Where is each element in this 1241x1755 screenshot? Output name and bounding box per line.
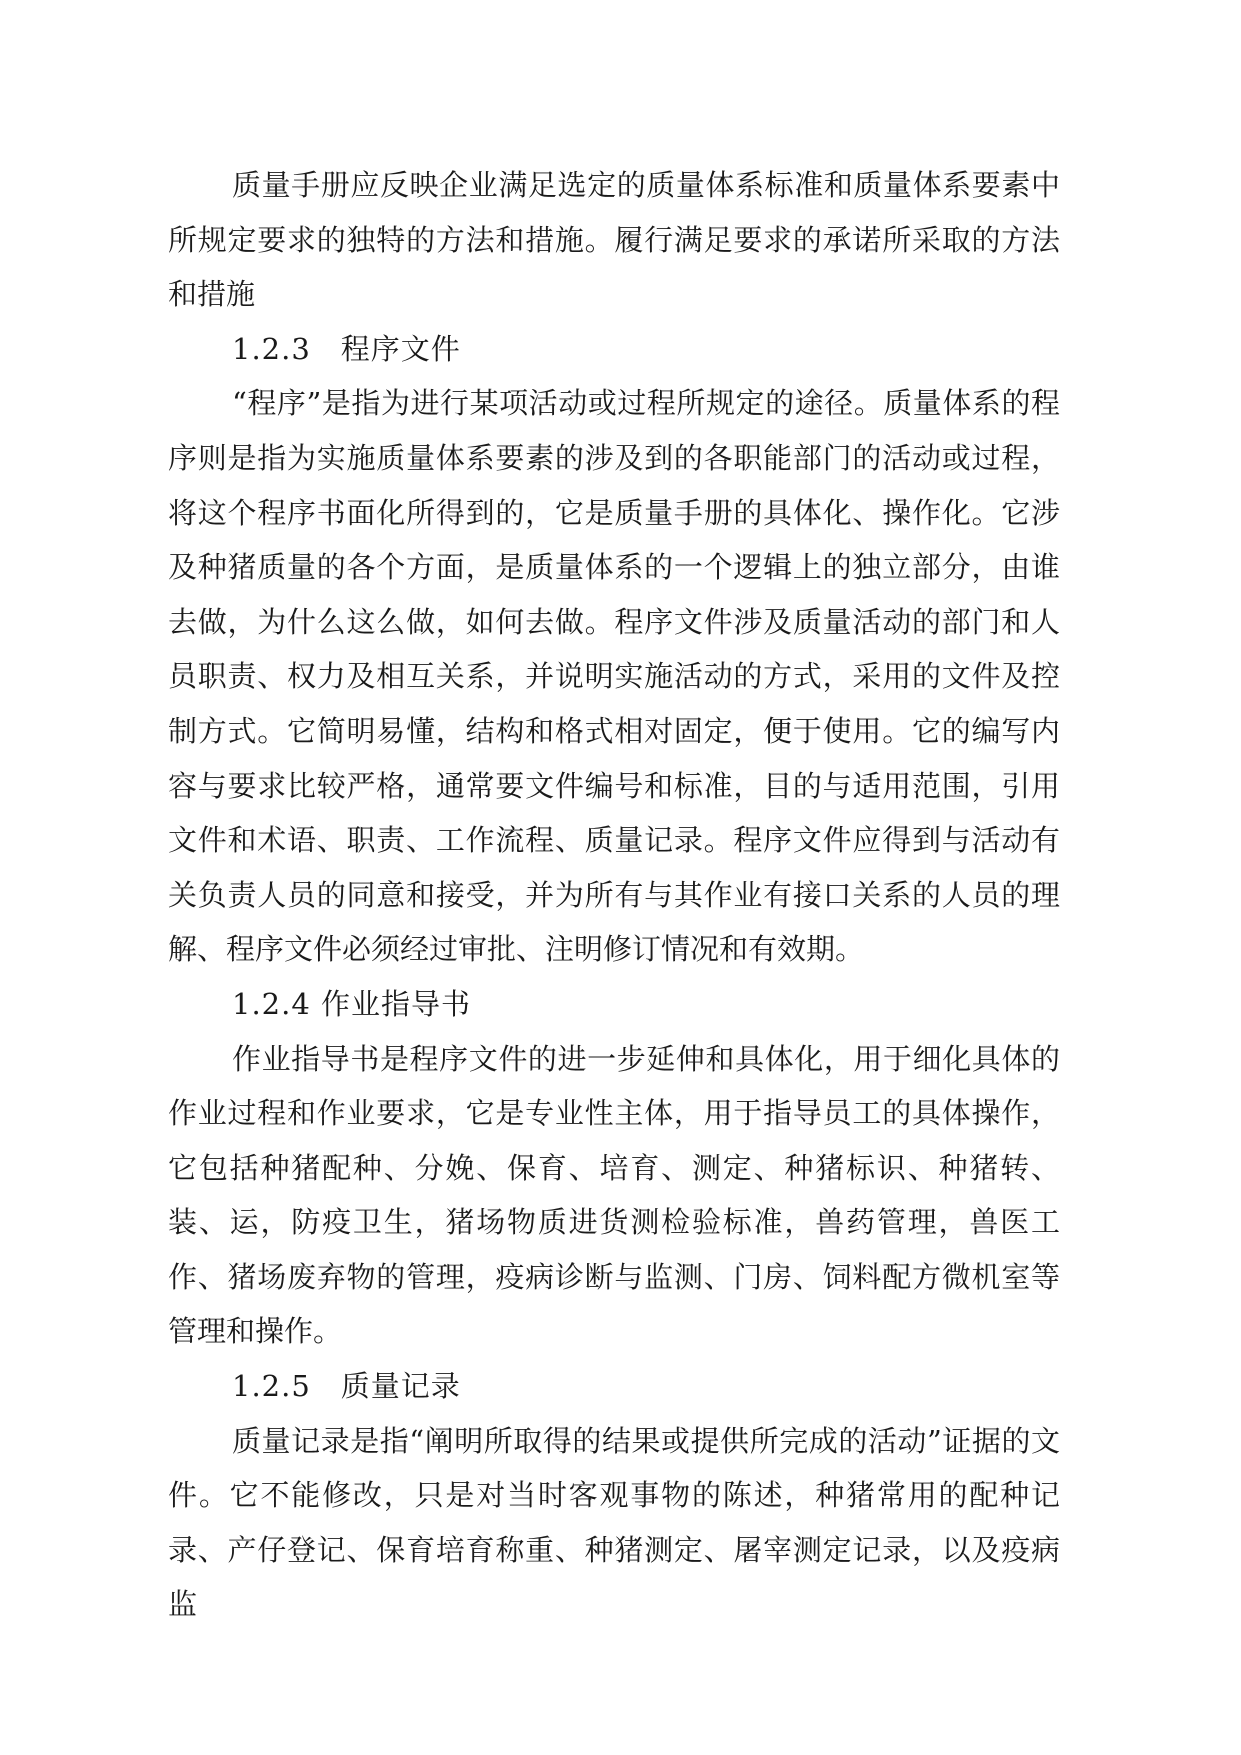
section-heading-work-instructions: 1.2.4 作业指导书 xyxy=(232,986,472,1021)
paragraph-procedure-documents: “程序”是指为进行某项活动或过程所规定的途径。质量体系的程序则是指为实施质量体系要素的涉及到的各职能部门的活动或过程，将这个程序书面化所得到的，它是质量手册的具体化、操作化。它涉及种猪质量的各个方面，是质量体系的一个逻辑上的独立部分，由谁去做，为什么这么做，如何去做。程序文件涉及质量活动的部门和人员职责、权力及相互关系，并说明实施活动的方式，采用的文件及控制方式。它简明易懂，结构和格式相对固定，便于使用。它的编写内容与要求比较严格，通常要文件编号和标准，目的与适用范围，引用文件和术语、职责、工作流程、质量记录。程序文件应得到与活动有关负责人员的同意和接受，并为所有与其作业有接口关系的人员的理解、程序文件必须经过审批、注明修订情况和有效期。 xyxy=(168,386,1060,967)
section-heading-quality-records: 1.2.5 质量记录 xyxy=(232,1369,461,1404)
paragraph-work-instructions: 作业指导书是程序文件的进一步延伸和具体化，用于细化具体的作业过程和作业要求，它是专业性主体，用于指导员工的具体操作，它包括种猪配种、分娩、保育、培育、测定、种猪标识、种猪转、装、运，防疫卫生，猪场物质进货测检验标准，兽药管理，兽医工作、猪场废弃物的管理，疫病诊断与监测、门房、饲料配方微机室等管理和操作。 xyxy=(168,1041,1060,1349)
section-heading-procedure-documents: 1.2.3 程序文件 xyxy=(232,331,461,366)
paragraph-quality-manual-intro: 质量手册应反映企业满足选定的质量体系标准和质量体系要素中所规定要求的独特的方法和措施。履行满足要求的承诺所采取的方法和措施 xyxy=(168,168,1060,312)
paragraph-quality-records: 质量记录是指“阐明所取得的结果或提供所完成的活动”证据的文件。它不能修改，只是对当时客观事物的陈述，种猪常用的配种记录、产仔登记、保育培育称重、种猪测定、屠宰测定记录，以及疫病监 xyxy=(168,1423,1060,1622)
document-body xyxy=(168,158,1060,1632)
